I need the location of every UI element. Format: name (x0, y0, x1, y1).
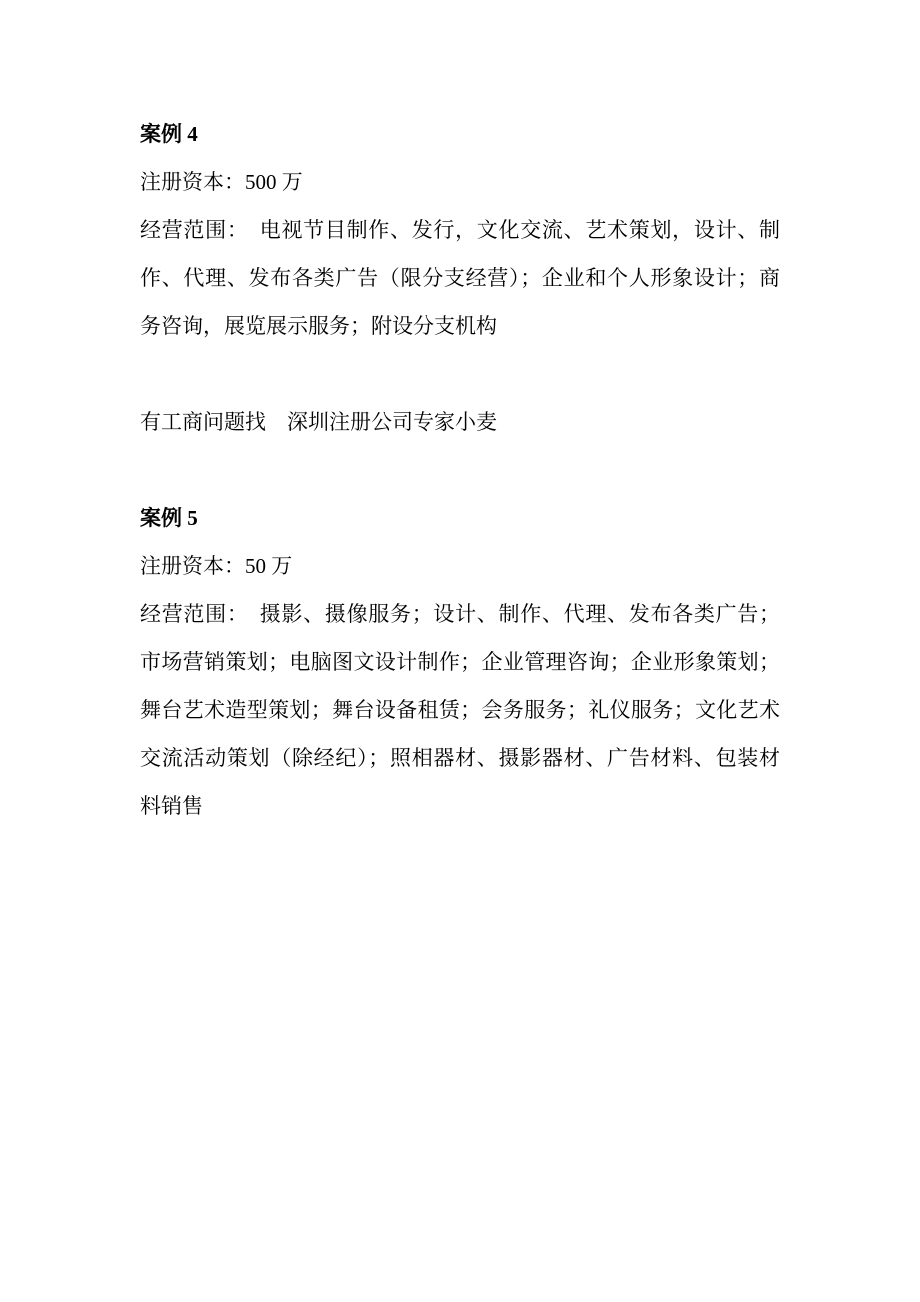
case-4-business-scope: 经营范围： 电视节目制作、发行，文化交流、艺术策划，设计、制作、代理、发布各类广告（限分支经营）；企业和个人形象设计；商务咨询，展览展示服务；附设分支机构 (140, 218, 780, 338)
contact-note: 有工商问题找 深圳注册公司专家小麦 (140, 410, 497, 434)
case-4-registered-capital: 注册资本：500 万 (140, 170, 303, 194)
case-5-registered-capital: 注册资本：50 万 (140, 554, 293, 578)
blank-line (140, 446, 780, 494)
case-5-business-scope: 经营范围： 摄影、摄像服务；设计、制作、代理、发布各类广告；市场营销策划；电脑图文设计制作；企业管理咨询；企业形象策划；舞台艺术造型策划；舞台设备租赁；会务服务；礼仪服务；文化艺术交流活动策划（除经纪）；照相器材、摄影器材、广告材料、包装材料销售 (140, 602, 780, 818)
blank-line (140, 350, 780, 398)
case-4-heading: 案例 4 (140, 122, 198, 146)
case-5-heading: 案例 5 (140, 506, 198, 530)
